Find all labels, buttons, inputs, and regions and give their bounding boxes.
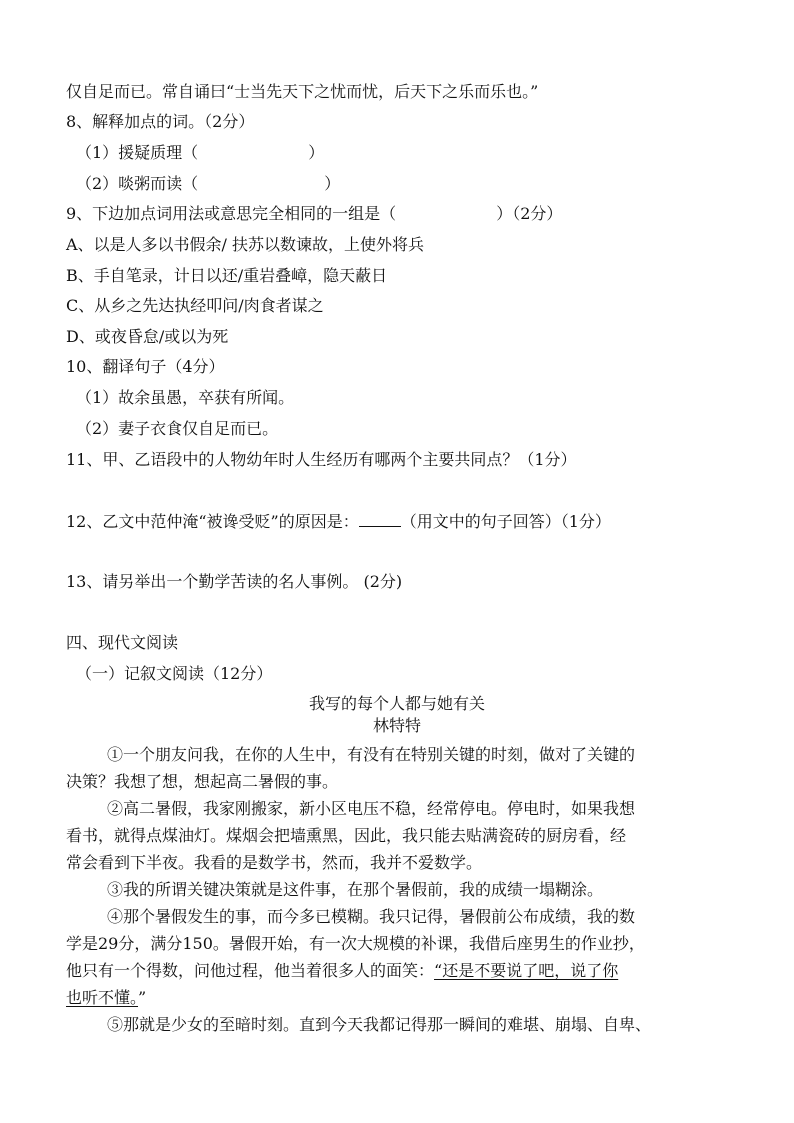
- question-10-title: 10、翻译句子（4分）: [66, 357, 225, 376]
- question-12: 12、乙文中范仲淹“被谗受贬”的原因是： （用文中的句子回答）（1分）: [66, 512, 611, 531]
- question-9-option-c: C、从乡之先达执经叩问/肉食者谋之: [66, 296, 324, 315]
- question-9-option-d: D、或夜昏怠/或以为死: [66, 327, 229, 346]
- answer-blank[interactable]: [359, 511, 401, 527]
- article-author: 林特特: [372, 716, 421, 735]
- passage-tail-line: 仅自足而已。常自诵曰“士当先天下之忧而忧，后天下之乐而乐也。”: [66, 82, 539, 101]
- question-8-title: 8、解释加点的词。（2分）: [66, 112, 255, 131]
- paragraph-3-line-1: ③我的所谓关键决策就是这件事，在那个暑假前，我的成绩一塌糊涂。: [107, 880, 604, 899]
- paragraph-4-line-4: 也听不懂。”: [66, 988, 147, 1007]
- underlined-quote: 也听不懂。: [66, 988, 139, 1007]
- paragraph-4-line-2: 学是29分，满分150。暑假开始，有一次大规模的补课，我借后座男生的作业抄，: [66, 934, 645, 953]
- paragraph-2-line-2: 看书，就得点煤油灯。煤烟会把墙熏黑，因此，我只能去贴满瓷砖的厨房看，经: [66, 826, 627, 845]
- paragraph-2-line-3: 常会看到下半夜。我看的是数学书，然而，我并不爱数学。: [66, 853, 483, 872]
- paragraph-1-line-2: 决策？我想了想，想起高二暑假的事。: [66, 772, 339, 791]
- article-title: 我写的每个人都与她有关: [308, 694, 485, 713]
- question-10-item-1: （1）故余虽愚，卒获有所闻。: [76, 388, 295, 407]
- question-10-item-2: （2）妻子衣食仅自足而已。: [76, 419, 279, 438]
- question-9-title: 9、下边加点词用法或意思完全相同的一组是（ ）（2分）: [66, 204, 563, 223]
- question-9-option-a: A、以是人多以书假余/ 扶苏以数谏故，上使外将兵: [66, 235, 425, 254]
- question-11: 11、甲、乙语段中的人物幼年时人生经历有哪两个主要共同点？（1分）: [66, 450, 577, 469]
- paragraph-1-line-1: ①一个朋友问我，在你的人生中，有没有在特别关键的时刻，做对了关键的: [107, 745, 636, 764]
- question-8-item-1: （1）援疑质理（ ）: [76, 143, 325, 162]
- paragraph-2-line-1: ②高二暑假，我家刚搬家，新小区电压不稳，经常停电。停电时，如果我想: [107, 799, 636, 818]
- section-4-subtitle: （一）记叙文阅读（12分）: [76, 664, 273, 683]
- paragraph-4-line-3: 他只有一个得数，问他过程，他当着很多人的面笑：“还是不要说了吧，说了你: [66, 961, 619, 980]
- paragraph-5-line-1: ⑤那就是少女的至暗时刻。直到今天我都记得那一瞬间的难堪、崩塌、自卑、: [107, 1015, 652, 1034]
- underlined-quote: “还是不要说了吧，说了你: [434, 961, 619, 980]
- question-8-item-2: （2）啖粥而读（ ）: [76, 174, 341, 193]
- question-13: 13、请另举出一个勤学苦读的名人事例。 (2分): [66, 572, 403, 591]
- paragraph-4-line-1: ④那个暑假发生的事，而今多已模糊。我只记得，暑假前公布成绩，我的数: [107, 907, 636, 926]
- section-4-title: 四、现代文阅读: [66, 633, 179, 652]
- question-9-option-b: B、手自笔录，计日以还/重岩叠嶂，隐天蔽日: [66, 266, 388, 285]
